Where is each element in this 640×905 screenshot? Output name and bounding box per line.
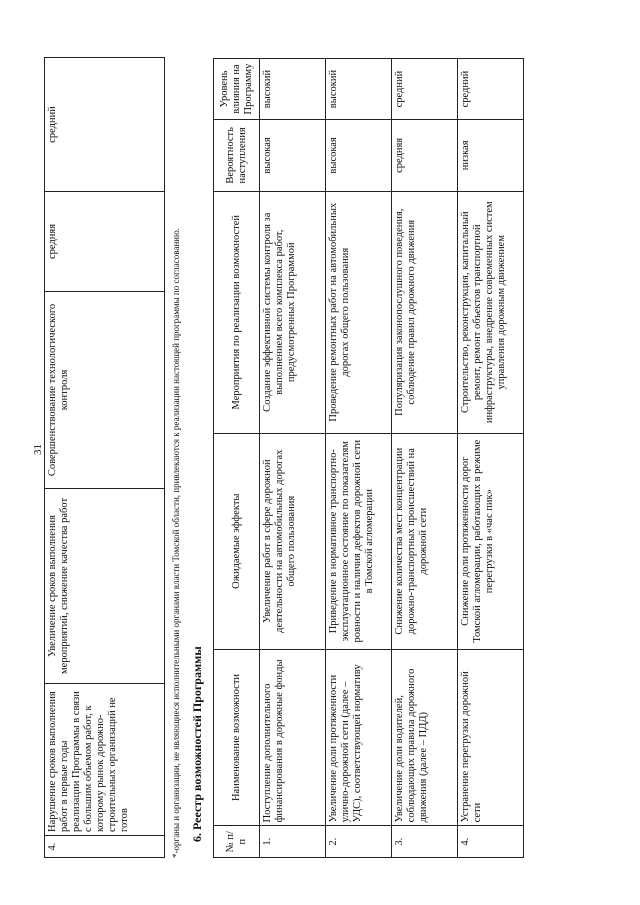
section-title: 6. Реестр возможностей Программы	[190, 646, 204, 842]
cell-name: Увеличение доли водителей, соблюдающих правила дорожного движения (далее – ПДД)	[392, 649, 458, 826]
risk-probability: средняя	[45, 192, 165, 292]
table-row	[392, 59, 458, 858]
table-row	[458, 59, 524, 858]
risk-table-continuation	[44, 57, 165, 858]
cell-name: Устранение перегрузки дорожной сети	[458, 649, 524, 826]
cell-measures: Строительство, реконструкция, капитальный ремонт, ремонт объектов транспортной инфраструктуры, внедрение современных систем управления дорожным движением	[458, 191, 524, 433]
table-row	[326, 59, 392, 858]
cell-probability: низкая	[458, 120, 524, 192]
col-effects: Ожидаемые эффекты	[214, 433, 260, 649]
cell-effects: Снижение доли протяженности дорог Томской агломерации, работающих в режиме перегрузки в «час пик»	[458, 433, 524, 649]
table-row	[260, 59, 326, 858]
cell-measures: Популяризация законопослушного поведения, соблюдение правил дорожного движения	[392, 191, 458, 433]
cell-num: 3.	[392, 826, 458, 858]
cell-measures: Проведение ремонтных работ на автомобильных дорогах общего пользования	[326, 191, 392, 433]
risk-measure: Совершенствование технологического контроля	[45, 292, 165, 489]
risk-name: Нарушение сроков выполнения работ в первые годы реализации Программы в связи с большим объемом работ, к которому рынок дорожно-строительных организаций не готов	[45, 684, 165, 836]
cell-name: Поступление дополнительного финансирования в дорожные фонды	[260, 649, 326, 826]
risk-effect: Увеличение сроков выполнения мероприятий, снижение качества работ	[45, 489, 165, 684]
col-impact: Уровень влияния на Программу	[214, 59, 260, 120]
footnote: *-органы и организации, не являющиеся исполнительными органами власти Томской области, привлекаются к реализации настоящей программы по согласованию.	[171, 228, 181, 858]
cell-effects: Снижение количества мест концентрации дорожно-транспортных происшествий на дорожной сети	[392, 433, 458, 649]
cell-impact: высокий	[260, 59, 326, 120]
risk-num: 4.	[45, 836, 165, 858]
cell-effects: Приведение в нормативное транспортно-эксплуатационное состояние по показателям ровности и наличия дефектов дорожной сети в Томской агломерации	[326, 433, 392, 649]
col-num: № п/п	[214, 826, 260, 858]
cell-probability: высокая	[260, 120, 326, 192]
cell-impact: средний	[458, 59, 524, 120]
cell-probability: высокая	[326, 120, 392, 192]
cell-probability: средняя	[392, 120, 458, 192]
col-name: Наименование возможности	[214, 649, 260, 826]
cell-num: 1.	[260, 826, 326, 858]
cell-num: 2.	[326, 826, 392, 858]
cell-num: 4.	[458, 826, 524, 858]
table-header-row	[214, 59, 260, 858]
col-measures: Мероприятия по реализации возможностей	[214, 191, 260, 433]
opportunities-table	[213, 58, 524, 858]
risk-impact: средний	[45, 58, 165, 192]
cell-name: Увеличение доли протяженности улично-дорожной сети (далее – УДС), соответствующей нормативу	[326, 649, 392, 826]
cell-effects: Увеличение работ в сфере дорожной деятельности на автомобильных дорогах общего пользования	[260, 433, 326, 649]
table-row	[45, 58, 165, 858]
page-number: 31	[32, 444, 44, 455]
cell-impact: средний	[392, 59, 458, 120]
cell-impact: высокий	[326, 59, 392, 120]
col-probability: Вероятность наступления	[214, 120, 260, 192]
cell-measures: Создание эффективной системы контроля за выполнением всего комплекса работ, предусмотренных Программой	[260, 191, 326, 433]
